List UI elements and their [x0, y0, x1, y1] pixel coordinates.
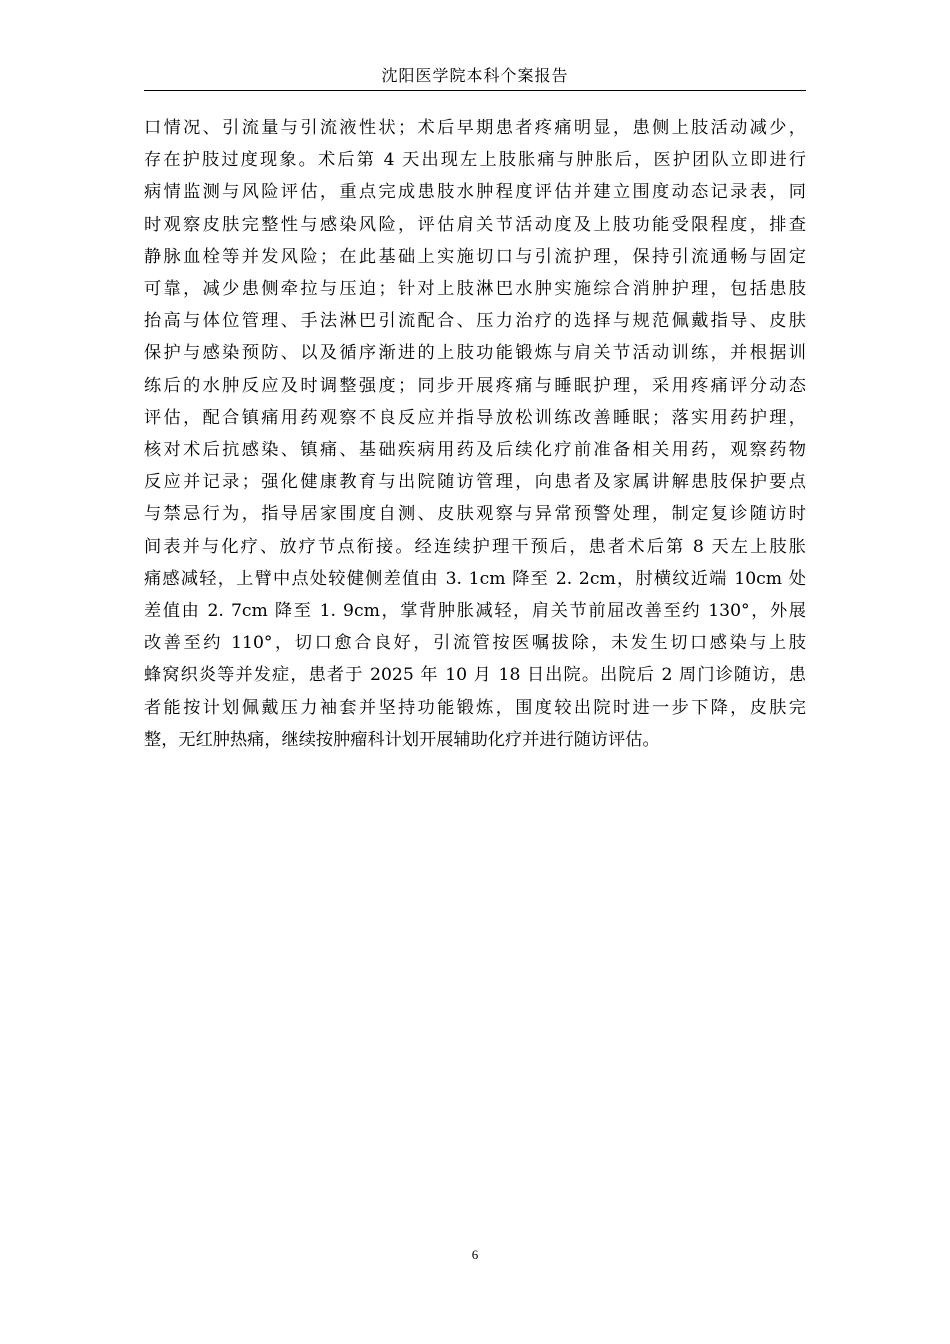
page-number: 6: [471, 1247, 479, 1262]
text-line: 口情况、引流量与引流液性状；术后早期患者疼痛明显，患侧上肢活动减少，: [144, 118, 806, 138]
text-line: 改善至约 110°，切口愈合良好，引流管按医嘱拔除，未发生切口感染与上肢: [144, 633, 806, 654]
text-line: 差值由 2. 7cm 降至 1. 9cm，掌背肿胀减轻，肩关节前屈改善至约 130°，外展: [144, 601, 806, 622]
body-paragraph: [144, 112, 806, 756]
text-line: 病情监测与风险评估，重点完成患肢水肿程度评估并建立围度动态记录表，同: [144, 182, 806, 203]
header-title: 沈阳医学院本科个案报告: [381, 66, 569, 85]
text-line: 存在护肢过度现象。术后第 4 天出现左上肢胀痛与肿胀后，医护团队立即进行: [144, 150, 806, 171]
text-line: 核对术后抗感染、镇痛、基础疾病用药及后续化疗前准备相关用药，观察药物: [144, 440, 806, 461]
text-line: 与禁忌行为，指导居家围度自测、皮肤观察与异常预警处理，制定复诊随访时: [144, 504, 806, 525]
text-line: 保护与感染预防、以及循序渐进的上肢功能锻炼与肩关节活动训练，并根据训: [144, 343, 806, 364]
text-line: 反应并记录；强化健康教育与出院随访管理，向患者及家属讲解患肢保护要点: [144, 472, 806, 493]
text-line: 抬高与体位管理、手法淋巴引流配合、压力治疗的选择与规范佩戴指导、皮肤: [144, 311, 806, 332]
text-line: 痛感减轻，上臂中点处较健侧差值由 3. 1cm 降至 2. 2cm，肘横纹近端 10cm 处: [144, 568, 806, 589]
text-line: 间表并与化疗、放疗节点衔接。经连续护理干预后，患者术后第 8 天左上肢胀: [144, 536, 806, 557]
text-line: 练后的水肿反应及时调整强度；同步开展疼痛与睡眠护理，采用疼痛评分动态: [144, 375, 806, 396]
text-line: 静脉血栓等并发风险；在此基础上实施切口与引流护理，保持引流通畅与固定: [144, 246, 806, 267]
page-header: [144, 62, 806, 91]
text-line: 蜂窝织炎等并发症，患者于 2025 年 10 月 18 日出院。出院后 2 周门诊随访，患: [144, 665, 806, 686]
text-line: 可靠，减少患侧牵拉与压迫；针对上肢淋巴水肿实施综合消肿护理，包括患肢: [144, 279, 806, 300]
text-line: 时观察皮肤完整性与感染风险，评估肩关节活动度及上肢功能受限程度，排查: [144, 214, 806, 235]
text-line: 者能按计划佩戴压力袖套并坚持功能锻炼，围度较出院时进一步下降，皮肤完: [144, 697, 806, 718]
text-line: 整，无红肿热痛，继续按肿瘤科计划开展辅助化疗并进行随访评估。: [144, 729, 660, 750]
text-line: 评估，配合镇痛用药观察不良反应并指导放松训练改善睡眠；落实用药护理，: [144, 407, 806, 428]
